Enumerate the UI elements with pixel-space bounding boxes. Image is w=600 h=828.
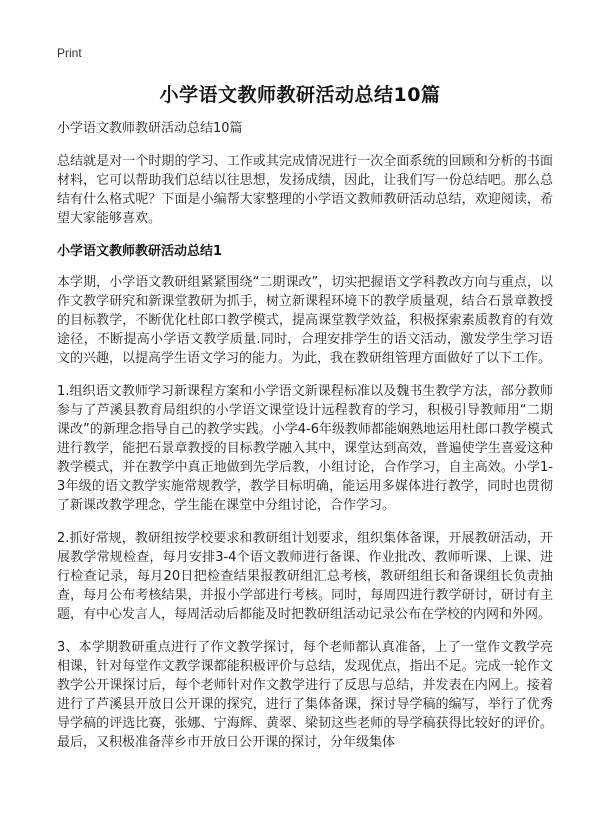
document-body	[57, 120, 553, 766]
document-title: 小学语文教师教研活动总结10篇	[159, 84, 441, 106]
intro-paragraph: 总结就是对一个时期的学习、工作或其完成情况进行一次全面系统的回顾和分析的书面材料，它可以帮助我们总结以往思想，发扬成绩，因此，让我们写一份总结吧。那么总结有什么格式呢？下面是小编帮大家整理的小学语文教师教研活动总结，欢迎阅读，希望大家能够喜欢。	[57, 154, 553, 226]
print-label[interactable]: Print	[57, 46, 82, 60]
body-paragraph: 3、本学期教研重点进行了作文教学探讨，每个老师都认真准备，上了一堂作文教学亮相课，针对每堂作文教学课都能积极评价与总结，发现优点，指出不足。完成一轮作文教学公开课探讨后，每个老师针对作文教学进行了反思与总结，并发表在内网上。接着进行了芦溪县开放日公开课的探究，进行了集体备课，探讨导学稿的编写，举行了优秀导学稿的评选比赛，张娜、宁海辉、黄翠、梁韧这些老师的导学稿获得比较好的评价。最后，又积极准备萍乡市开放日公开课的探讨，分年级集体	[57, 640, 553, 750]
section-heading: 小学语文教师教研活动总结1	[57, 244, 223, 259]
document-subtitle: 小学语文教师教研活动总结10篇	[57, 121, 243, 136]
body-paragraph: 2.抓好常规，教研组按学校要求和教研组计划要求，组织集体备课，开展教研活动，开展教学常规检查，每月安排3-4个语文教师进行备课、作业批改、教师听课、上课、进行检查记录，每月20日把检查结果报教研组汇总考核，教研组组长和备课组长负责抽查，每月公布考核结果，并报小学部进行考核。同时，每周四进行教学研讨，研讨有主题，有中心发言人，每周活动后都能及时把教研组活动记录公布在学校的内网和外网。	[57, 531, 553, 622]
body-paragraph: 本学期，小学语文教研组紧紧围绕“二期课改”，切实把握语文学科教改方向与重点，以作文教学研究和新课堂教研为抓手，树立新课程环境下的教学质量观，结合石景章教授的目标教学，不断优化杜郎口教学模式，提高课堂教学效益，积极探索素质教育的有效途径，不断提高小学语文教学质量.同时，合理安排学生的语文活动，激发学生学习语文的兴趣，以提高学生语文学习的能力。为此，我在教研组管理方面做好了以下工作。	[57, 275, 553, 366]
body-paragraph: 1.组织语文教师学习新课程方案和小学语文新课程标准以及魏书生教学方法，部分教师参与了芦溪县教育局组织的小学语文课堂设计远程教育的学习，积极引导教师用“二期课改”的新理念指导自己的教学实践。小学4-6年级教师都能娴熟地运用杜郎口教学模式进行教学，能把石景章教授的目标教学融入其中，课堂达到高效，普遍使学生喜爱这种教学模式，并在教学中真正地做到先学后教，小组讨论，合作学习，自主高效。小学1-3年级的语文教学实施常规教学，教学目标明确，能运用多媒体进行教学，同时也贯彻了新课改教学理念，学生能在课堂中分组讨论，合作学习。	[57, 384, 553, 513]
